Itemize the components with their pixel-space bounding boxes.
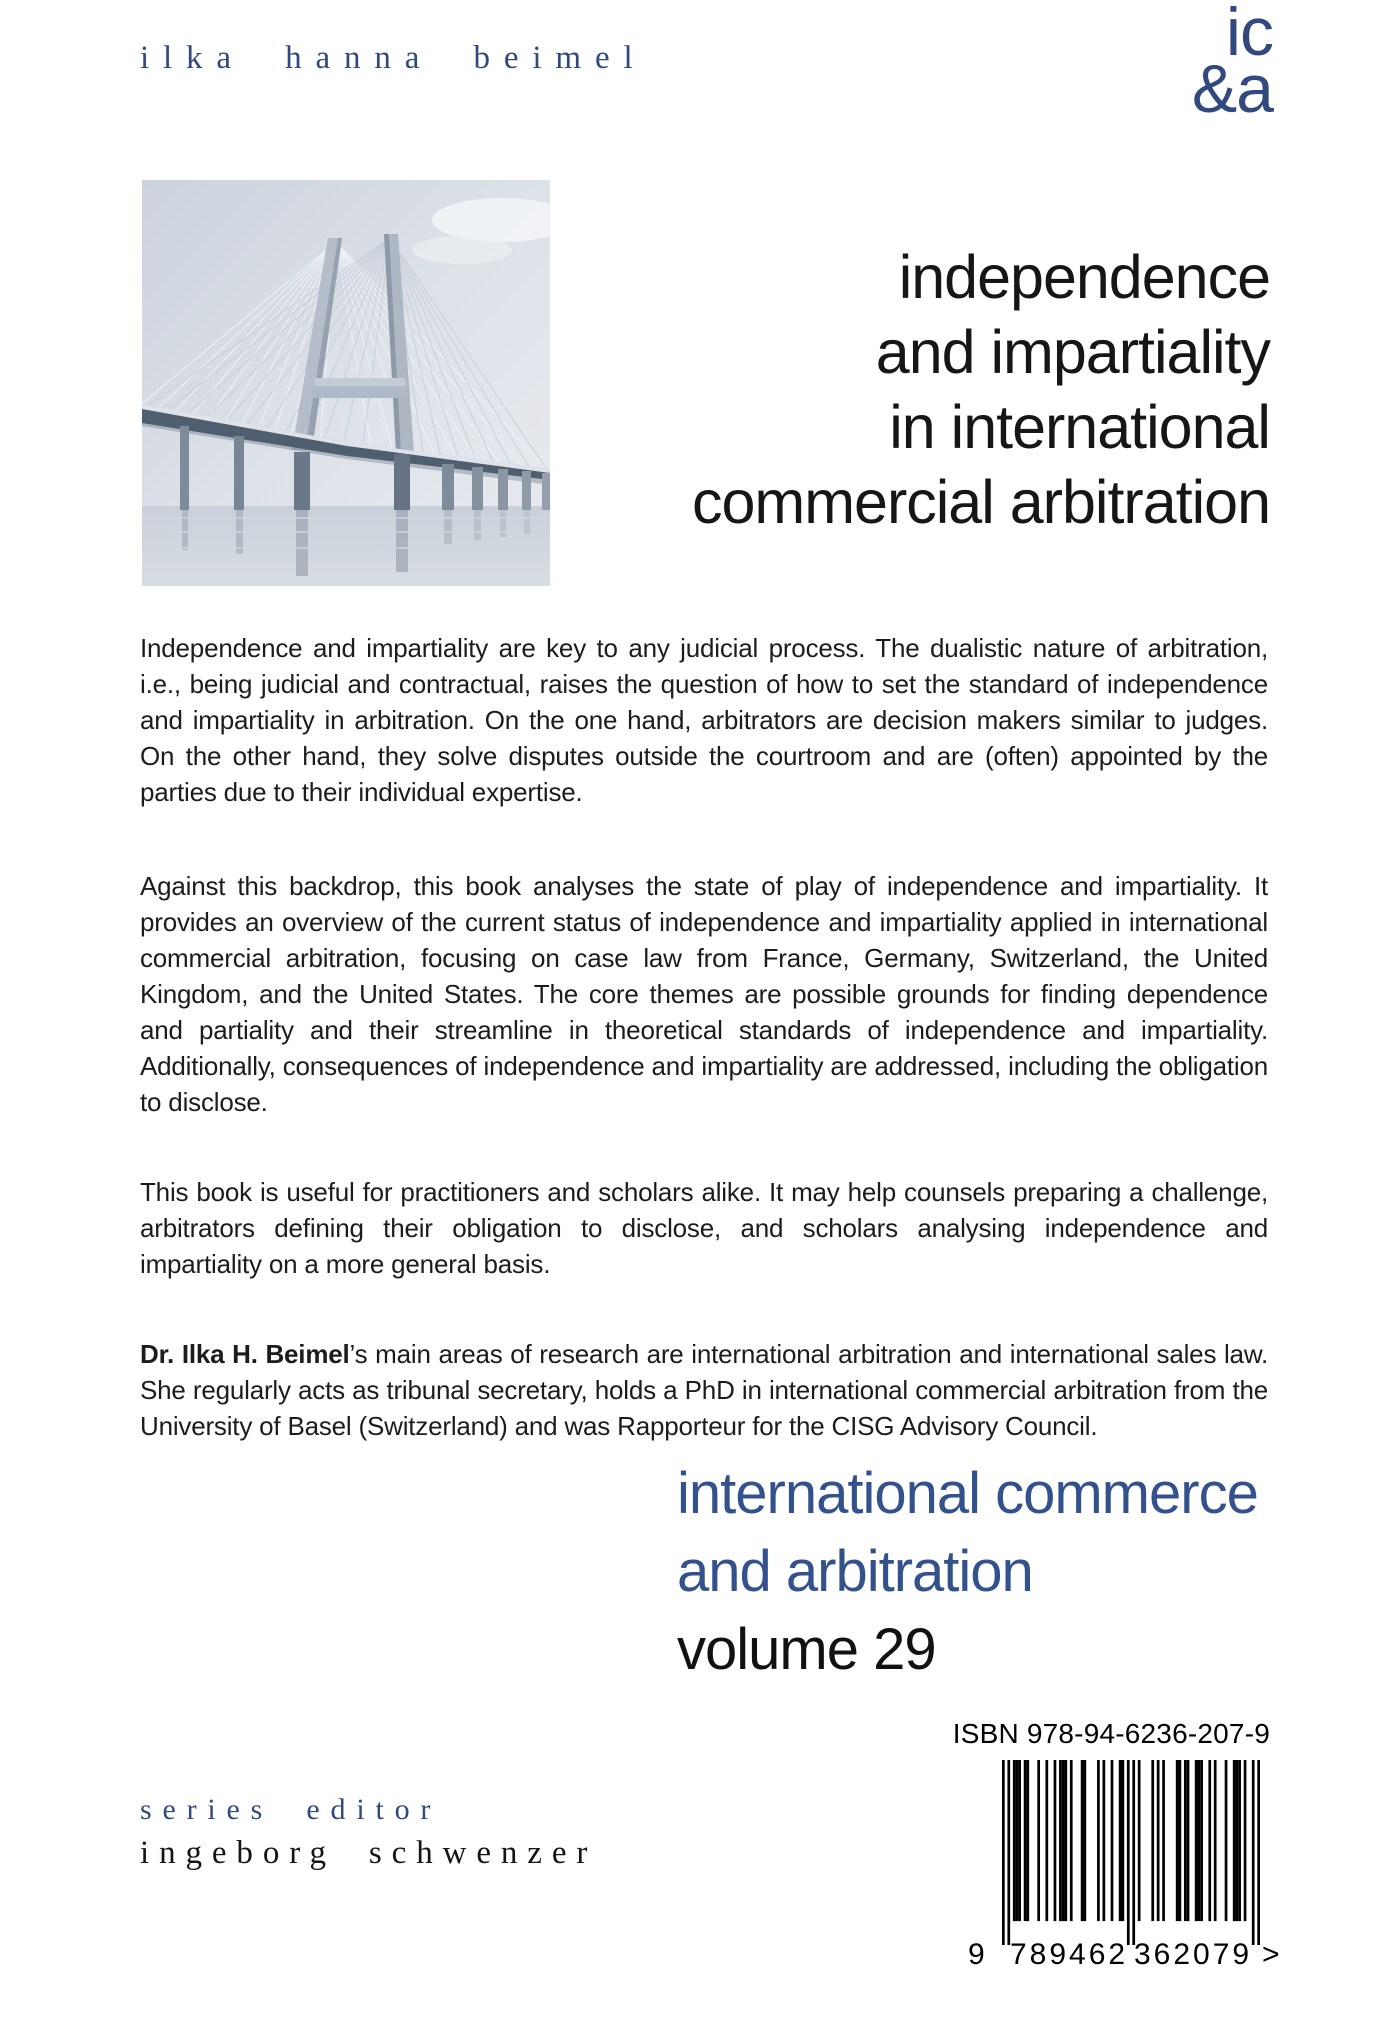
- series-title-line1: international commerce: [677, 1461, 1258, 1526]
- author-bio-text: ’s main areas of research are international arbitration and international sales law. She regularly acts as tribunal secretary, holds a PhD in international commercial arbitration from the University of Basel (Switzerland) and was Rapporteur for the CISG Advisory Council.: [140, 1339, 1268, 1441]
- synopsis-paragraph-3: This book is useful for practitioners and scholars alike. It may help counsels preparing a challenge, arbitrators defining their obligation to disclose, and scholars analysing independence and impartiality on a more general basis.: [140, 1177, 1268, 1279]
- author-name: ilka hanna beimel: [140, 40, 647, 76]
- barcode-group-left: 789462: [1010, 1938, 1129, 1971]
- author-bio-name: Dr. Ilka H. Beimel: [140, 1339, 350, 1369]
- series-volume: volume 29: [677, 1617, 936, 1682]
- isbn-label: ISBN 978-94-6236-207-9: [952, 1718, 1270, 1749]
- book-title-line: in international: [889, 393, 1270, 461]
- book-title-line: commercial arbitration: [691, 468, 1270, 536]
- series-title-block: [677, 1455, 1258, 1689]
- series-logo: [1191, 0, 1273, 128]
- ean13-barcode: [1002, 1760, 1260, 1945]
- series-editor-label: series editor: [140, 1793, 442, 1826]
- book-title-line: independence: [898, 243, 1270, 311]
- synopsis-paragraph-2: Against this backdrop, this book analyses the state of play of independence and impartiality. It provides an overview of the current status of independence and impartiality applied in international commercial arbitration, focusing on case law from France, Germany, Switzerland, the United Kingdom, and the United States. The core themes are possible grounds for finding dependence and partiality and their streamline in theoretical standards of independence and impartiality. Additionally, consequences of independence and impartiality are addressed, including the obligation to disclose.: [140, 871, 1268, 1117]
- bridge-photo: [142, 180, 550, 586]
- series-editor-name: ingeborg schwenzer: [140, 1835, 598, 1871]
- synopsis-paragraph-1: Independence and impartiality are key to any judicial process. The dualistic nature of arbitration, i.e., being judicial and contractual, raises the question of how to set the standard of independence and impartiality in arbitration. On the one hand, arbitrators are decision makers similar to judges. On the other hand, they solve disputes outside the courtroom and are (often) appointed by the parties due to their individual expertise.: [140, 633, 1268, 807]
- series-logo-line1: ic: [1225, 0, 1273, 70]
- barcode-suffix: >: [1262, 1938, 1280, 1971]
- author-bio: [140, 1336, 1268, 1444]
- book-title: [692, 240, 1270, 540]
- series-logo-line2: &a: [1191, 51, 1273, 128]
- book-title-line: and impartiality: [875, 318, 1270, 386]
- barcode-group-right: 362079: [1134, 1938, 1253, 1971]
- series-title-line2: and arbitration: [677, 1539, 1033, 1604]
- barcode-digit-left: 9: [968, 1938, 985, 1971]
